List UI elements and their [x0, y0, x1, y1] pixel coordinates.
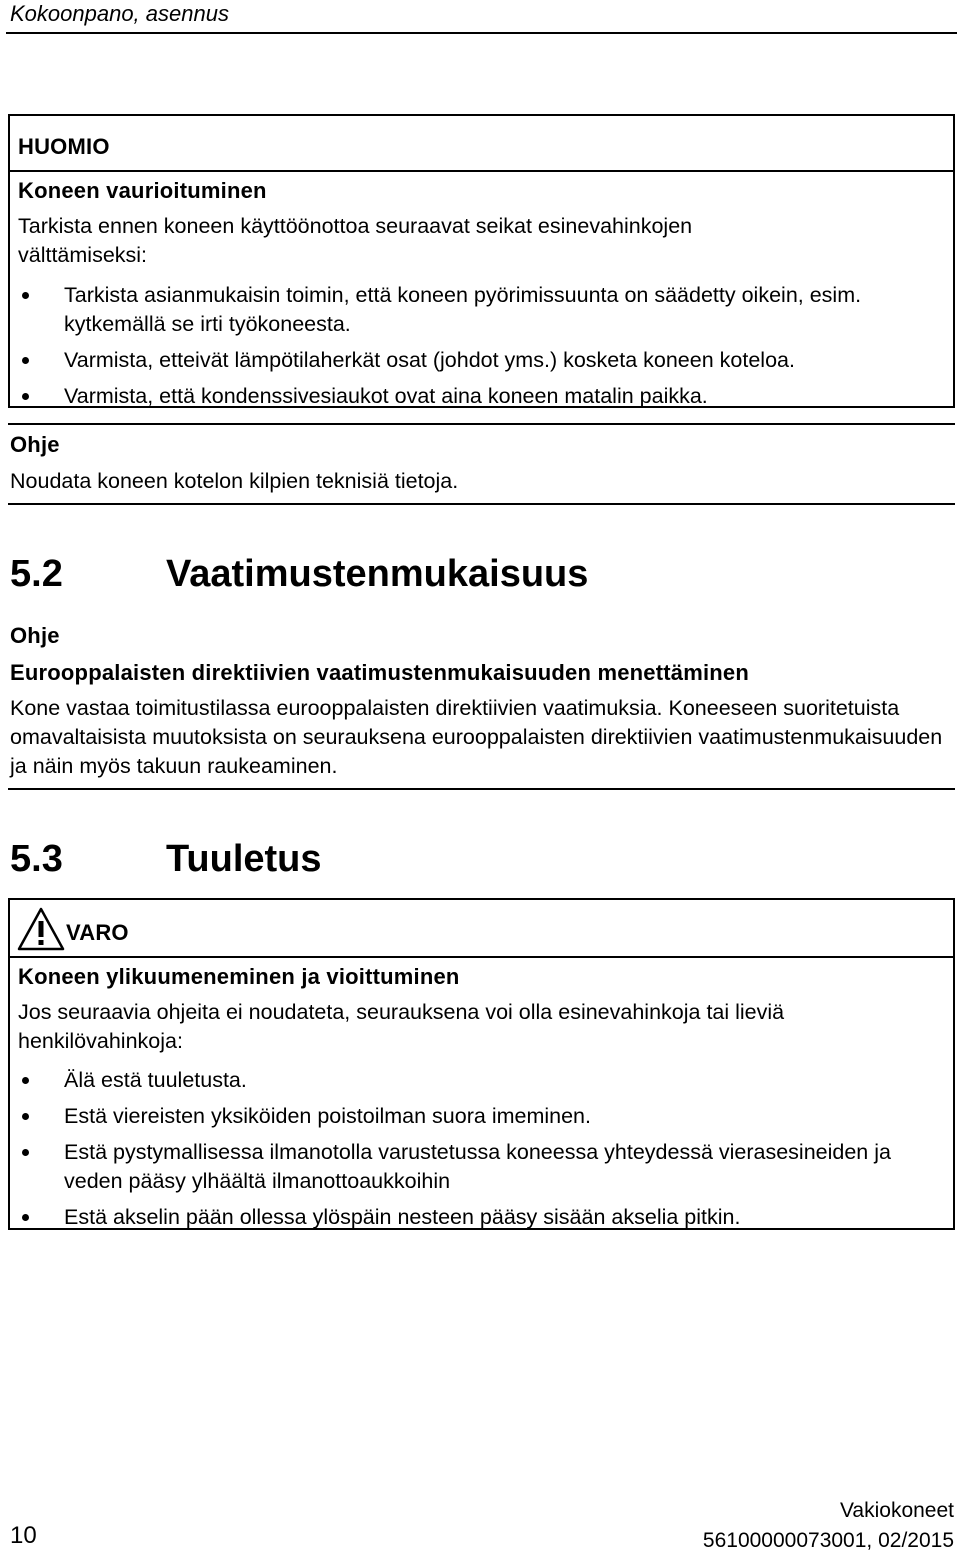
- list-item: Varmista, etteivät lämpötilaherkät osat (johdot yms.) kosketa koneen koteloa.: [18, 346, 948, 375]
- notice-label: HUOMIO: [18, 134, 110, 159]
- section-number: 5.2: [10, 553, 63, 595]
- footer-doc-info: [703, 1496, 954, 1556]
- notice-box: [8, 114, 955, 408]
- page-number: 10: [10, 1522, 37, 1549]
- notice-subtitle: Koneen vaurioituminen: [18, 178, 267, 203]
- list-item: Estä viereisten yksiköiden poistoilman suora imeminen.: [18, 1102, 898, 1131]
- warning-subtitle: Koneen ylikuumeneminen ja vioittuminen: [18, 964, 460, 989]
- list-item: Älä estä tuuletusta.: [18, 1066, 898, 1095]
- note-text: Noudata koneen kotelon kilpien teknisiä tietoja.: [10, 469, 459, 493]
- footer-doc-title: Vakiokoneet: [839, 1499, 954, 1522]
- warning-intro: Jos seuraavia ohjeita ei noudateta, seurauksena voi olla esinevahinkoja tai lieviä henkilövahinkoja:: [18, 1000, 785, 1053]
- warning-box: [8, 898, 955, 1230]
- notice-title-row: [10, 116, 953, 172]
- note-subtitle: Eurooppalaisten direktiivien vaatimustenmukaisuuden menettäminen: [10, 660, 749, 685]
- warning-list: [18, 1066, 898, 1232]
- header-rule: [6, 32, 957, 34]
- note-bottom-rule: [8, 503, 955, 505]
- running-header: Kokoonpano, asennus: [10, 1, 229, 26]
- section-title: Vaatimustenmukaisuus: [166, 553, 589, 595]
- list-item: Estä akselin pään ollessa ylöspäin nesteen pääsy sisään akselia pitkin.: [18, 1203, 898, 1232]
- note-text: Kone vastaa toimitustilassa eurooppalaisten direktiivien vaatimuksia. Koneeseen suoritetuista omavaltaisista muutoksista on seurauksena eurooppalaisten direktiivien vaatimustenmukaisuuden ja näin myös takuun raukeaminen.: [10, 696, 943, 778]
- warning-title-row: [10, 900, 953, 958]
- section-number: 5.3: [10, 838, 63, 880]
- notice-intro: Tarkista ennen koneen käyttöönottoa seuraavat seikat esinevahinkojen välttämiseksi:: [18, 214, 693, 267]
- note-top-rule: [8, 423, 955, 425]
- warning-triangle-icon: [16, 906, 66, 952]
- notice-list: [18, 281, 948, 411]
- warning-label: VARO: [66, 920, 129, 945]
- list-item: Tarkista asianmukaisin toimin, että koneen pyörimissuunta on säädetty oikein, esim. kytkemällä se irti työkoneesta.: [18, 281, 948, 339]
- footer-doc-number: 56100000073001, 02/2015: [702, 1529, 954, 1552]
- note-label: Ohje: [10, 432, 60, 457]
- note-bottom-rule: [8, 788, 955, 790]
- note-label: Ohje: [10, 623, 60, 648]
- list-item: Estä pystymallisessa ilmanotolla varustetussa koneessa yhteydessä vierasesineiden ja veden pääsy ylhäältä ilmanottoaukkoihin: [18, 1138, 898, 1196]
- list-item: Varmista, että kondenssivesiaukot ovat aina koneen matalin paikka.: [18, 382, 948, 411]
- section-title: Tuuletus: [166, 838, 322, 880]
